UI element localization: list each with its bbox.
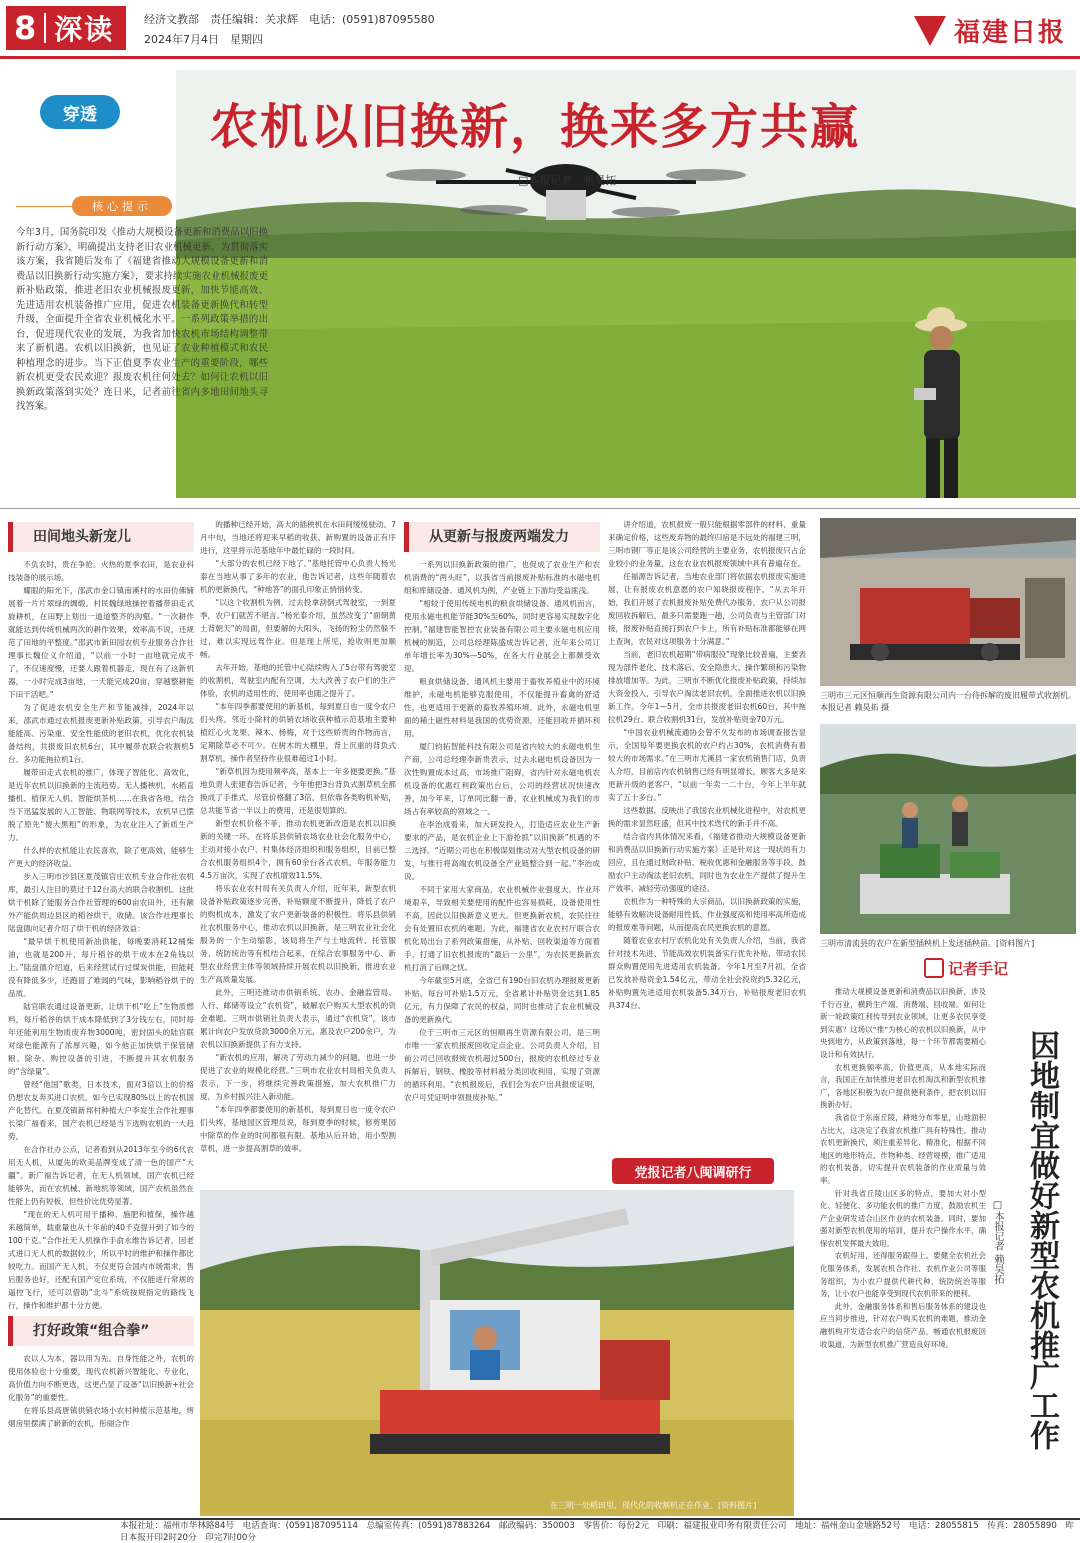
paragraph: “相较于使用传统电机的粮食烘储设备、通风机而言，使用永磁电机能节能30%至60%，同时更容易实现数字化控制。”福建智能智控农业装备有限公司主要永磁电机应用机械的制造，公司总经理陈盛成告诉记者，近年来公司订单年增长率为30%—50%，在各大行业展会上都颇受欢迎。 — [404, 599, 600, 673]
byline: □本报记者 赖昊拓 — [518, 174, 617, 187]
page-header — [0, 0, 1080, 62]
paragraph: 结合省内具体情况来看，《福建省推动大规模设备更新和消费品以旧换新行动实施方案》正是针对这一现状的有力回应，且在通过财政补贴、税收优惠和金融服务等手段，鼓励农户主动淘汰老旧农机，同时也为农业生产提供了提升生产效率、减轻劳动强度的途径。 — [608, 832, 806, 893]
paragraph: 此外，三明还推动市供销系统、农办、金融监管局、人行、邮储等设立“农机贷”，破解农户购买大型农机的资金难题。三明市供销社负责人表示，通过“农机贷”，该市累计向农户发放贷款3000余万元，惠及农户200余户，为农机以旧换新提供了有力支持。 — [200, 988, 396, 1049]
article-column-1 — [8, 518, 194, 1512]
paragraph: 去年开始，基地的托管中心陆续购入了5台带有驾驶室的收割机，驾驶室内配有空调，大大改善了农户们的生产体验，农机的适用性的、使用率也随之提升了。 — [200, 663, 396, 698]
article-column-4 — [608, 518, 806, 1152]
footer-text: 本报社址：福州市华林路84号 电话查询：(0591)87095114 总编室传真：(0591)87883264 邮政编码：350003 零售价：每份2元 印刷：福建报业印务有限责任公司 地址：福州金山金塘路52号 电话：28055815 传真：28055890 昨日本报开印2时20分 印完7时00分 — [120, 1521, 1074, 1543]
paragraph: 农以人为本，器以用为先。自身性能之外，农机的使用体验也十分重要，现代农机新兴智能化、专业化，高价值力向不断更选，这更凸显了设备“以旧换新+社会化服务”的重要性。 — [8, 1354, 194, 1402]
paragraph: 新型农机价格不菲，推动农机更新改造是农机以旧换新的关键一环。在将乐县供销农场农业社会化服务中心，主动对接小农户，村集体经济组织和服务组织，目前已整合农机服务组织4个，拥有60余台各式农机，年服务能力4.5万亩次，实现了农机增效11.5%。 — [200, 819, 396, 880]
paragraph: 步入三明市沙县区夏茂镇官庄农机专业合作社农机库，最引人注目的莫过于12台高大的联合收割机。这批烘干机除了能服务合作社管理的600亩农田外，还有额外产能供周边县区的稻谷烘干，收储。该合作社理事长陆盘德向记者介绍了烘干机的经济效益： — [8, 872, 194, 933]
series-badge: 党报记者八闽调研行 — [612, 1158, 774, 1184]
harvester-illustration — [820, 518, 1076, 686]
logo-text: 福建日报 — [953, 18, 1066, 48]
paragraph: 农机好用，还得服务跟得上。要健全农机社会化服务体系，发展农机合作社、农机作业公司等服务组织，为小农户提供代耕代种、统防统治等服务，让小农户也能享受到现代农机带来的便利。 — [820, 1251, 986, 1299]
paragraph: 当前，老旧农机超期“带病服役”现象比较普遍，主要表现为部件老化、技术落后、安全隐患大、操作繁琐和污染物排放增加等。为此，三明市不断优化报废补贴政策，持续加大资金投入，引导农户淘汰老旧农机，全面推进农机以旧换新工作。今年1—5月，全市共报废老旧农机60台，其中拖拉机29台、联合收割机31台，发放补贴资金70万元。 — [608, 650, 806, 724]
transplanter-illustration — [820, 724, 1076, 934]
page-footer — [0, 1518, 1080, 1542]
header-rule — [0, 56, 1080, 59]
photo-caption: 三明市清流县的农户在新型插秧机上发送插秧苗。[资料图片] — [820, 939, 1035, 948]
paragraph: 将乐农业农村局有关负责人介绍，近年来，新型农机设备补贴政策逐步完善，补贴额度不断提升，降低了农户的购机成本，激发了农户更新装备的积极性。将乐县供销社农机服务中心，推动农机以旧换新，是三明农业社会化服务的一个生动缩影，该局将生产与土地流转、托管服务、统防统治等有机结合起来，在综合农事服务中心、新型农业经营主体等领域持续开展农机以旧换新，推进农业生产高质量发展。 — [200, 884, 396, 984]
paragraph: 为了促进农机安全生产和节能减排，2024年以来，邵武市通过农机报废更新补贴政策，引导农户淘汰能能高、污染重、安全性能低的老旧农机，优化农机装备结构，共报废旧农机6台，其中履带农联合收割机5台、多功能拖拉机1台。 — [8, 703, 194, 764]
editor-line: 经济文教部 责任编辑：关求辉 电话：(0591)87095580 — [144, 13, 435, 26]
paragraph: “新草机因为使用频率高，基本上一年多便要更换。”基地负责人张建春告诉记者，今年他把3台背负式割草机全都换成了手推式，尽管价格翻了3倍，但依靠各类购机补贴，总共能节省一半以上的费用，还是很划算的。 — [200, 767, 396, 815]
newspaper-logo — [914, 12, 1066, 49]
note-byline: □本报记者 赖昊拓 — [992, 1200, 1003, 1285]
paragraph: 耀眼的阳光下，邵武市金口镇南溪村的水田仿佛铺展着一片片翠绿的绸缎。村民魏绿地操控着播带田走式旋耕机，在田野上划出一道道整齐的沟壑。“一次耕作就能达到传统机械两次的耕作效果，效率高不说，还规范了田地的平整度。”邵武市新田园农机专业服务合作社理事长魏位义介绍道，“以前一小时一亩地就完成不了，不仅速度慢，还要人跟着机器走，现在有了这新机器，一小时完成3亩地，一天能完成20亩，穿越整耕能下田干活吧。” — [8, 586, 194, 699]
paragraph: 推动大规模设备更新和消费品以旧换新，涉及千行百业，横跨生产端、消费端、回收端。如何让新一轮政策红利传导到农业领域，让更多农民享受到实惠？这场以“推”为核心的农机以旧换新，从中央到地方，从政策到落地，每一个环节都需要精心设计和有效执行。 — [820, 987, 986, 1059]
scrap-harvester-photo — [820, 518, 1076, 686]
paragraph: 此外，金融服务体系和售后服务体系的建设也应当同步推进，针对农户购买农机的难题，推动金融机构开发适合农户的信贷产品，畅通农机报废回收渠道，为新型农机推广营造良好环境。 — [820, 1301, 986, 1349]
paragraph: “以这个收割机为例，过去投拿刮倒式驾驶室，一到夏季，农户们就苦不堪言。”杨光泰介绍，虽然改变了“面朝黄土背朝天”的局面，但要解的大阳头，飞扬的粉尘仍然躲不过，难以实现远驾作业。但是现上所见，抢收则更加顺畅。 — [200, 598, 396, 659]
paragraph: “现在的无人机可用于播种、施肥和植保，操作越来越简单，载重量也从十年前的40千克提升到了如今的100千克。”合作社无人机操作手俞永维告诉记者，因老式进口无人机的数据较少，所以平时的维护和操作都比较吃力。而国产无人机，不仅更符合国内市场需求，售后服务也好，还配有国产定位系统，不仅能进行常规的逼控飞行，还可以借助“北斗”系统按规指定的路线飞行，操作和维护都十分方便。 — [8, 1210, 194, 1310]
section-tag: 穿透 — [40, 95, 120, 129]
section-box — [6, 6, 126, 50]
note-icon — [924, 958, 944, 978]
subheading: 打好政策“组合拳” — [8, 1316, 194, 1346]
paragraph: 今年截至5月底，全省已有190台旧农机办理报废更新补贴，每台可补贴1.5万元，全省累计补贴资金达到1.85亿元，有力保障了农民的权益，同时也推动了农业机械设备的更新换代。 — [404, 976, 600, 1024]
paragraph: “新农机的应用，解决了劳动力减少的问题，也进一步促进了农业的规模化经营。”三明市农业农村局相关负责人表示，下一步，将继续完善政策措施，加大农机推广力度，为乡村振兴注入新动能。 — [200, 1053, 396, 1101]
paragraph: “中国农业机械流通协会曾不久发布的市场调查报告显示，全国每年要更换农机的农户约占30%，农机消费有着较大的市场需求。”在三明市尤溪县一家农机销售门店，负责人介绍，目前店内农机销售已经有明显增长，顾客大多是来更新升级的老客户，“以前一年卖一二十台，今年上半年就卖了五十多台。” — [608, 728, 806, 802]
paragraph: 陆官联农通过设备更新，让烘干机“吃上”生物质燃料，每斤稻谷的烘干成本降低到了3分钱左右，同时每年还能利用生物质废弃物3000吨，密封固头的陆官联对绿色能源有了浓厚兴趣，如今他正加快烘干保管储粮、除杂、购控设备的引进，不断提升其农机服务的“含绿量”。 — [8, 1002, 194, 1076]
paragraph: “本年四季都要使用的新基机，每到夏日也一度令农户们头疼。邻近小除村的供销农场收获种植示范基地主要种植红心火龙果、辣木、杨梅，对于这些娇贵的作物而言，定期除草必不可少。在树木的大棚里，背上沉重的背负式割草机，操作者坚持作业很难超过1小时。 — [200, 702, 396, 763]
paragraph: 的播种已经开始，高大的插秧机在水田间缓缓驶动。7月中旬，当地还将迎来早稻的收获，新购置的设备正有序进行，这里将示范基地年中最忙碌的一段时间。 — [200, 520, 396, 555]
paragraph: 随着农业农村厅农机化处有关负责人介绍，当前，我省针对技术先进、节能高效农机装备实行优先补贴，带动农民群众购置使用先进适用农机装备。今年1月至7月初，全省已发放补贴资金1.54亿元，带动全社会投资约5.32亿元，补贴购置先进适用农机装备5.34万台，补贴报废老旧农机具374台。 — [608, 936, 806, 1010]
paragraph: 不负农时，贵在争抢。火热的夏季农田，是农业科技装备的展示场。 — [8, 560, 194, 582]
date-line: 2024年7月4日 星期四 — [144, 33, 263, 46]
article-column-2 — [200, 518, 396, 1153]
paragraph: “大部分的农机已经下地了。”基地托管中心负责人杨光泰在当地从事了多年的农业，他告诉记者，这些年随着农机的更新换代，“种地答”的面孔印象正悄悄转变。 — [200, 559, 396, 594]
rice-transplanter-photo — [820, 724, 1076, 934]
paragraph: 粮食烘储设备、通风机主要用于畜牧养殖业中的环境维护，永磁电机能够克服使用，不仅能提升畜禽的舒适性，也更适用于更新的畜牧养殖环境。此外，永磁电机里面的稀土磁性材料是我国的优势资源，还能回收并循环利用。 — [404, 677, 600, 738]
note-label: 记者手记 — [948, 960, 1009, 978]
core-tip-tag: 核心提示 — [72, 196, 172, 216]
paragraph: 这些数据，反映出了我国农业机械化进程中，对农机更换的需求显然旺盛，但其中技术迭代的新手并不高。 — [608, 806, 806, 828]
paragraph: 一系列以旧换新政策的推广，也促成了农业生产和农机消费的“两头旺”，以我省当前报废补贴标准的水磁电机组和库储设备、通风机为例，产业链上下游均受益匪浅。 — [404, 560, 600, 595]
paragraph: 不同于家用大家商品，农业机械作业强度大，作业环境艰辛，导致相关要使用的配件也容易损耗，设备使用性不高，因此以旧换新意义更大。但更换新农机，农民往往会有处置旧农机的难题。为此，福建省农业农村厅联合农机化局出台了系列政策措施，从补贴、回收渠道等方面着手，打通了旧农机报废的“最后一公里”，为农民更换新农机打消了后顾之忧。 — [404, 885, 600, 972]
photo-caption: 在三明一处稻田里，现代化的收割机正在作业。[资料图片] — [550, 1501, 757, 1510]
divider — [0, 508, 1080, 509]
paragraph: 在李治成看来，加大研发投入，打造适应农业生产新要求的产品，是农机企业上下游抢抓“以旧换新”机遇的不二选择。“近期公司也在积极谋划推动对大型农机设备的研发，与推行将高端农机设备全产业链整合到一起。”李治成说。 — [404, 820, 600, 881]
lede-text: 今年3月，国务院印发《推动大规模设备更新和消费品以旧换新行动方案》，明确提出支持老旧农业机械更新。为贯彻落实该方案，我省随后发布了《福建省推动大规模设备更新和消费品以旧换新行动实施方案》，要求持续实施农业机械报废更新补贴政策，推进老旧农业机械报废更新，加快节能高效、先进适用农机装备推广应用，促进农机装备更新换代和转型升级，全面提升全省农业机械化水平。一系列政策举措的出台，促进现代农业的发展，为我省加快农机市场结构调整带来了新机遇。农机以旧换新，也见证了农业种植模式和农民种植理念的进步。当下正值夏季农业生产的重要阶段，哪些新农机更受农民欢迎？报废农机往何处去？如何让农机以旧换新政策落到实处？连日来，记者前往省内多地田间地头寻找答案。 — [16, 227, 268, 412]
note-title: 因地制宜做好新型农机推广工作 — [1024, 1030, 1059, 1450]
paragraph: 任福源告诉记者，当地农业部门将依据农机报废实施进展，让有报废农机意愿的农户知晓报废程序。“从去年开始，我们开展了农机报废补贴免费代办服务，农户从公司报废回收拆解后，最多只需要跑一趟，公司负责与主管部门对接，报废补贴直接打到农户卡上，所有补贴标准都能够在网上查询，农民对这项服务十分满意。” — [608, 572, 806, 646]
paragraph: 农机更换频率高，价值更高，从本地实际而言，我国正在加快推进老旧农机淘汰和新型农机推广，各地区积极为农户提供便利条件，把农机以旧换新办好。 — [820, 1062, 986, 1110]
paragraph: 在合作社办公点，记者看到从2013年至今的6代农用无人机，从厦先的欧美品牌变成了清一色的国产“大疆”。新广福告诉记者，在无人机领域，国产农机已经能够先，而在农机械、新地机等领域，国产农机虽然在性能上仍有短板，但性价比优势显著。 — [8, 1145, 194, 1206]
paragraph: 什么样的农机能让农民喜欢，除了更高效，能够生产更大的经济收益。 — [8, 846, 194, 868]
paragraph: “最早烘干机使用新油供能，每晚要消耗12桶柴油，也就是200升，每斤稻谷的烘干成本在2角钱以上。”陆盘德介绍道，后来经营试行过煤炭供能，但能耗没有降低多少，还跑冒了难闻的气味，影响稻谷烘干的品质。 — [8, 937, 194, 998]
paragraph: 在将乐县高唐镇供销农场小农村种植示范基地，烤烟房里摆满了崭新的农机，彤丽合作 — [8, 1406, 194, 1428]
logo-icon — [914, 16, 946, 46]
paragraph: 厦门钧拓智能科技有限公司是省内较大的永磁电机生产商，公司总经理李新贵表示，过去永磁电机设备因为一次性购置成本过高，市场推广阻碍，省内针对永磁电机农机设备的优惠红利政策出台后，公司的经营状况快速改善，加今年来，订单同比翻一番，农业机械成为我们的市场占有率较高的领域之一。 — [404, 742, 600, 816]
paragraph: 履带田走式农机的推广，体现了智能化、高效化，是近年农机以旧换新的主流趋势。无人播秧机、水稻直播机、植保无人机、智能烘茶机……在我省各地，结合当下迅猛发展的人工智能、物联网等技术，农机早已摆脱了原先“傻大黑粗”的形象，为农业注入了新质生产力。 — [8, 768, 194, 842]
subheading: 田间地头新宠儿 — [8, 522, 194, 552]
photo-caption: 三明市三元区恒顺再生资源有限公司内一台待拆解的废旧履带式收割机。本报记者 赖昊拓 摄 — [820, 691, 1076, 712]
paragraph: 讲介绍道，农机报废一般只能根据零部件的材料、重量来确定价格，这些废弃物的最终归宿是不远处的福建三明，三明市钢厂等正是该公司经营的主要业务，农机报废只占企业较小的业务量，这在农业农机报废领域中具有普遍存在。 — [608, 520, 806, 568]
paragraph: 曾经“他国”歌类，日本技术，面对3倍以上的价格仍想农友奔买进口农机，如今已实现80%以上的农机国产化替代。在夏茂镇新邦村种植大户李发生合作社理事长梁广福看来，国产农机已经是当下选购农机的一大趋势。 — [8, 1080, 194, 1141]
subheading: 从更新与报废两端发力 — [404, 522, 600, 552]
page-number: 8 — [14, 9, 37, 47]
paragraph: 位于三明市三元区的恒顺再生资源有限公司，是三明市唯一一家农机报废回收定点企业。公司负责人介绍，目前公司已回收报废农机超过500台，报废的农机经过专业拆解后，钢铁、橡胶等材料被分类回收利用，实现了资源的循环利用。“农机报废后，我们会为农户出具报废证明，农户可凭证明申领报废补贴。” — [404, 1028, 600, 1102]
headline: 农机以旧换新，换来多方共赢 — [210, 99, 861, 155]
section-name: 深读 — [54, 13, 115, 46]
article-column-3 — [404, 518, 600, 1158]
paragraph: 农机作为一种特殊的大宗商品，以旧换新政策的实施，能够有效解决设备耐用性低、作业强度高和使用率高所造成的报废难等问题，从而提高农民更换农机的意愿。 — [608, 897, 806, 932]
header-info — [144, 10, 435, 50]
reporter-note-text — [820, 986, 986, 1512]
paragraph: “本年四季都要使用的新基机，每到夏日也一度令农户们头疼，基地园区管理员说，每到夏季的时候，修剪果园中除草的作业的时间都很有限。基地从后开始，用小型割草机，进一步提高割草的效率。 — [200, 1105, 396, 1153]
paragraph: 针对我省丘陵山区多的特点，要加大对小型化、轻便化、多功能农机的推广力度，鼓励农机生产企业研发适合山区作业的农机装备。同时，要加强对新型农机使用的培训，提升农户操作水平，确保农机发挥最大效用。 — [820, 1188, 986, 1248]
divider — [44, 13, 46, 43]
combine-harvester-photo — [200, 1190, 794, 1516]
combine-illustration — [200, 1190, 794, 1516]
paragraph: 我省位于东南丘陵，耕地分布零星，山地面积占比大，这决定了我省农机推广具有特殊性。推动农机更新换代，须注重差异化、精准化，根据不同地区的地形特点、作物种类、经营规模，推广适用的农机装备，切实提升农机装备的作业质量与效率。 — [820, 1112, 986, 1185]
